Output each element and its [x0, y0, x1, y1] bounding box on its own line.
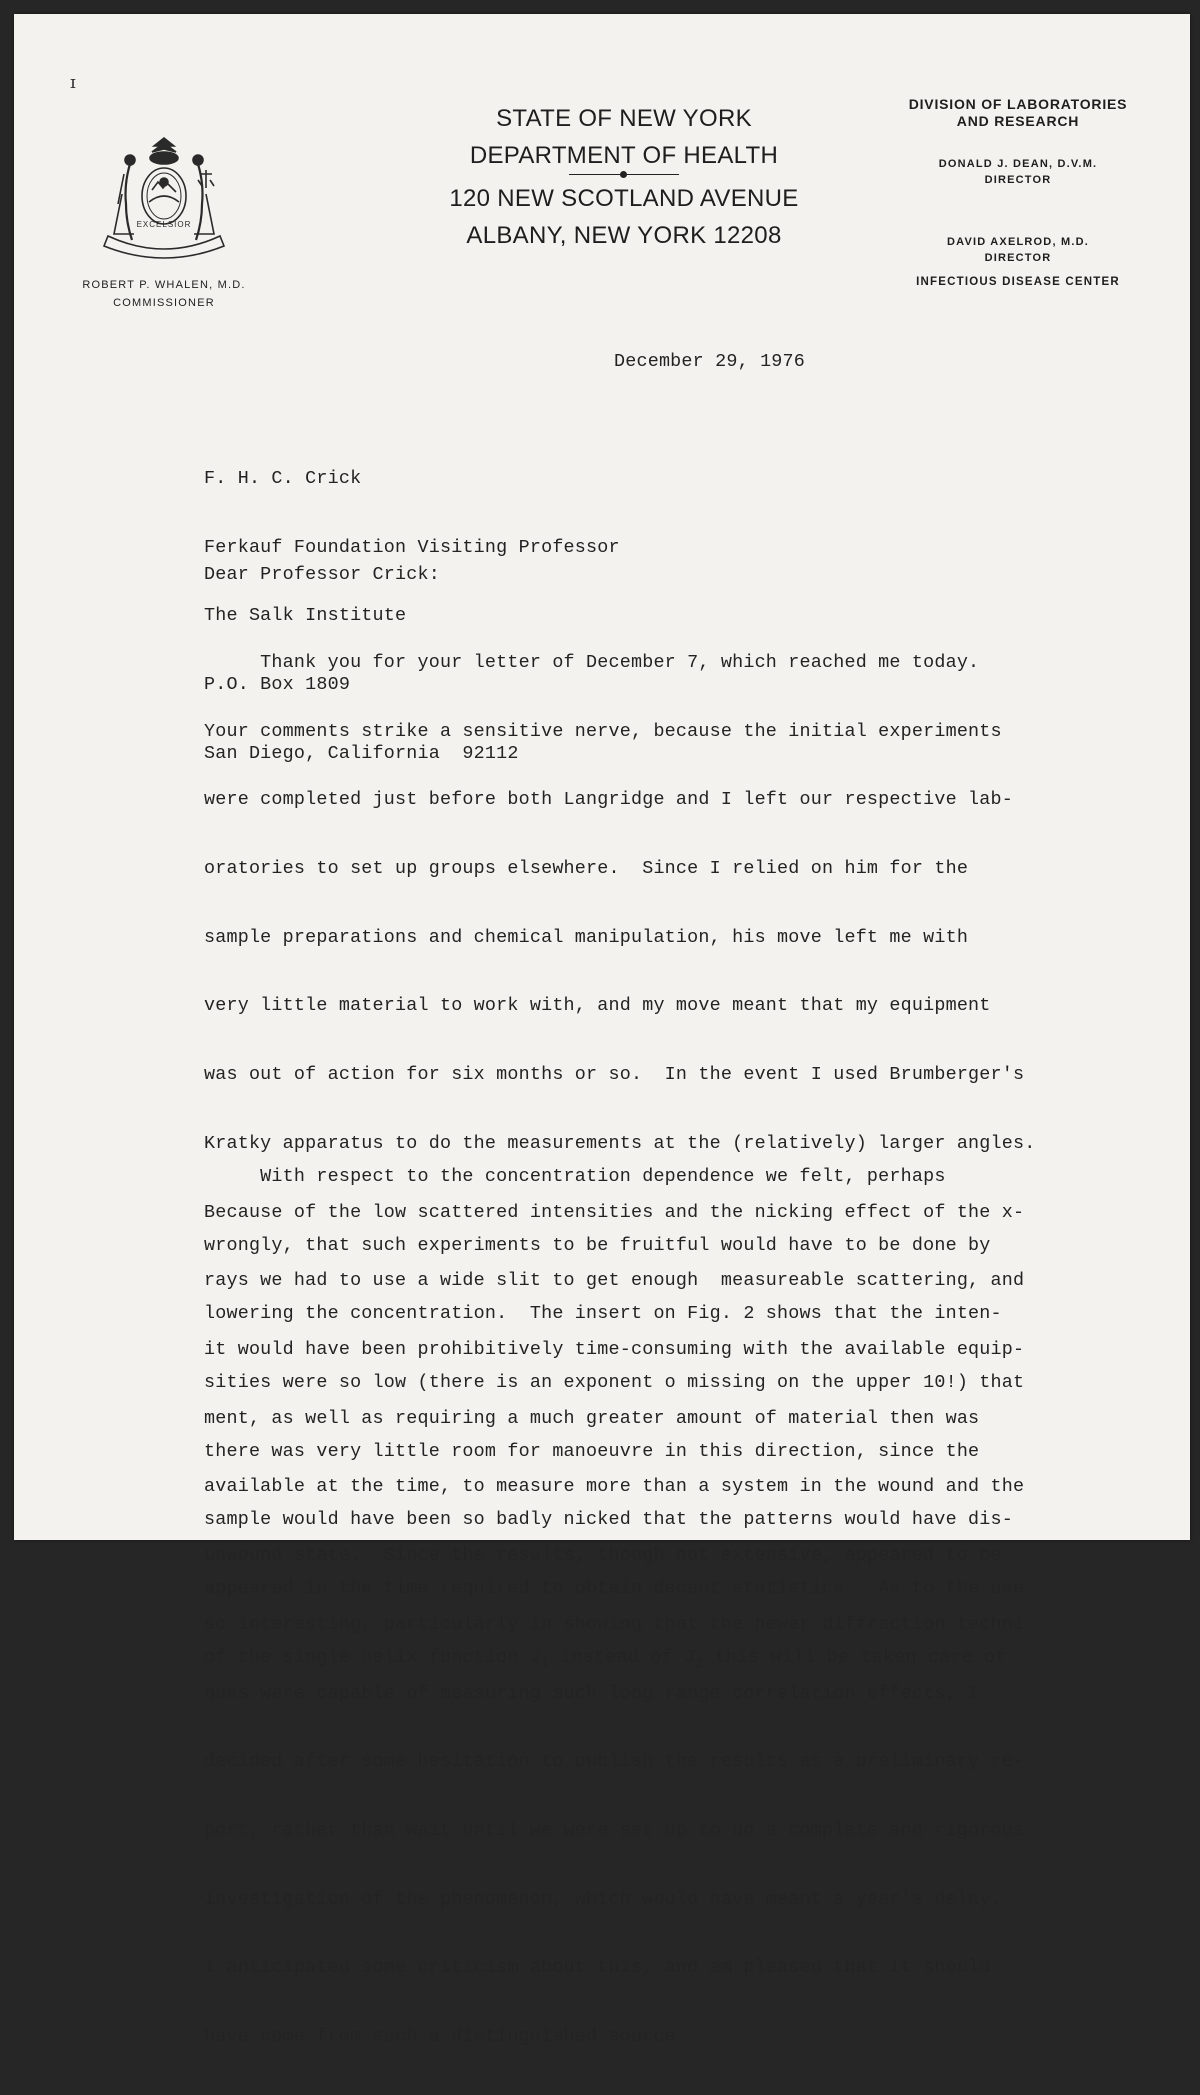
letter-date: December 29, 1976 — [614, 351, 806, 372]
letterhead-department: DEPARTMENT OF HEALTH — [469, 142, 779, 169]
address-line: The Salk Institute — [204, 605, 407, 627]
text-line: decided after some hesitation to publish the results as a preliminary re- — [204, 1751, 1025, 1773]
letterhead-state: STATE OF NEW YORK — [496, 105, 752, 132]
director2-name: DAVID AXELROD, M.D. — [947, 236, 1089, 248]
division-line2: AND RESEARCH — [956, 113, 1080, 129]
commissioner-name: ROBERT P. WHALEN, M.D. — [82, 279, 246, 291]
director2-title: DIRECTOR — [984, 252, 1052, 264]
text-line: sities were so low (there is an exponent o missing on the upper 10!) that — [204, 1371, 1025, 1393]
text-line: investigation of the phenomenon, which would have meant a year's delay. — [204, 1888, 1002, 1910]
last-line-middle: instead of J — [549, 1646, 696, 1668]
letterhead-divider — [569, 170, 679, 180]
address-line: Ferkauf Foundation Visiting Professor — [204, 536, 620, 558]
text-line: available at the time, to measure more than a system in the wound and the — [204, 1476, 1025, 1498]
commissioner-block — [44, 276, 284, 312]
text-line: With respect to the concentration dependence we felt, perhaps — [204, 1165, 946, 1187]
text-line: there was very little room for manoeuvre in this direction, since the — [204, 1440, 980, 1462]
director1-name: DONALD J. DEAN, D.V.M. — [938, 158, 1098, 170]
text-line: I anticipated some criticism about this, and am pleased that it should — [204, 1957, 991, 1979]
seal-motto: EXCELSIOR — [136, 220, 192, 229]
last-line-end: this will be taken care of — [703, 1646, 1007, 1668]
text-line: it would have been prohibitively time-consuming with the available equip- — [204, 1339, 1025, 1360]
text-line: Kratky apparatus to do the measurements at the (relatively) larger angles. — [204, 1132, 1036, 1154]
text-line: ques were capable of measuring such long range correlation effects, I — [204, 1682, 980, 1704]
corner-mark: ɪ — [70, 72, 76, 93]
address-line: San Diego, California 92112 — [204, 742, 519, 764]
text-line: port, rather than wait until we were set up to do a complete and rigorous — [204, 1820, 1025, 1842]
text-line: have come from such a distinguished source. — [204, 2026, 688, 2048]
letterhead-city: ALBANY, NEW YORK 12208 — [466, 222, 782, 249]
text-line: was out of action for six months or so. In the event I used Brumberger's — [204, 1064, 1025, 1086]
commissioner-title: COMMISSIONER — [113, 297, 215, 309]
letterhead-division — [880, 96, 1156, 130]
subscript-2: 2 — [695, 1655, 704, 1671]
letterhead-street: 120 NEW SCOTLAND AVENUE — [449, 185, 799, 212]
last-line-start: of the single helix function J — [204, 1646, 542, 1668]
address-line: P.O. Box 1809 — [204, 673, 351, 695]
salutation: Dear Professor Crick: — [204, 564, 440, 585]
subscript-1: 1 — [541, 1655, 550, 1671]
text-line: Thank you for your letter of December 7, which reached me today. — [204, 651, 980, 673]
division-line1: DIVISION OF LABORATORIES — [908, 96, 1128, 112]
letter-page — [14, 14, 1190, 2048]
center-name-block — [880, 274, 1156, 290]
text-line: sample would have been so badly nicked that the patterns would have dis- — [204, 1509, 1014, 1531]
text-line: sample preparations and chemical manipulation, his move left me with — [204, 926, 969, 948]
state-seal-icon — [94, 124, 234, 264]
text-line: unwound state. Since the results, though not extensive, appeared to be — [204, 1545, 1002, 1567]
text-line: rays we had to use a wide slit to get enough measureable scattering, and — [204, 1270, 1025, 1292]
text-line: Your comments strike a sensitive nerve, because the initial experiments — [204, 720, 1002, 742]
text-line: were completed just before both Langridge and I left our respective lab- — [204, 789, 1014, 811]
text-line: very little material to work with, and my move meant that my equipment — [204, 995, 991, 1017]
text-line: appeared in the time required to obtain decent statistics. As to the use — [204, 1578, 1025, 1600]
director2-block — [900, 234, 1136, 266]
director1-title: DIRECTOR — [984, 174, 1052, 186]
text-line: ment, as well as requiring a much greater amount of material then was — [204, 1407, 980, 1429]
director1-block — [900, 156, 1136, 188]
text-line: lowering the concentration. The insert on Fig. 2 shows that the inten- — [204, 1303, 1002, 1325]
text-line: wrongly, that such experiments to be fruitful would have to be done by — [204, 1234, 991, 1256]
text-line: Because of the low scattered intensities and the nicking effect of the x- — [204, 1201, 1025, 1223]
infectious-disease-center: INFECTIOUS DISEASE CENTER — [916, 276, 1120, 288]
address-line: F. H. C. Crick — [204, 467, 362, 489]
letterhead-center — [394, 100, 854, 254]
text-line: so interesting, particularly in showing that the newer diffraction techni- — [204, 1613, 1036, 1635]
text-line-with-subscripts — [204, 1647, 1024, 1676]
paragraph-2 — [204, 1120, 1024, 1722]
text-line: oratories to set up groups elsewhere. Since I relied on him for the — [204, 857, 969, 879]
